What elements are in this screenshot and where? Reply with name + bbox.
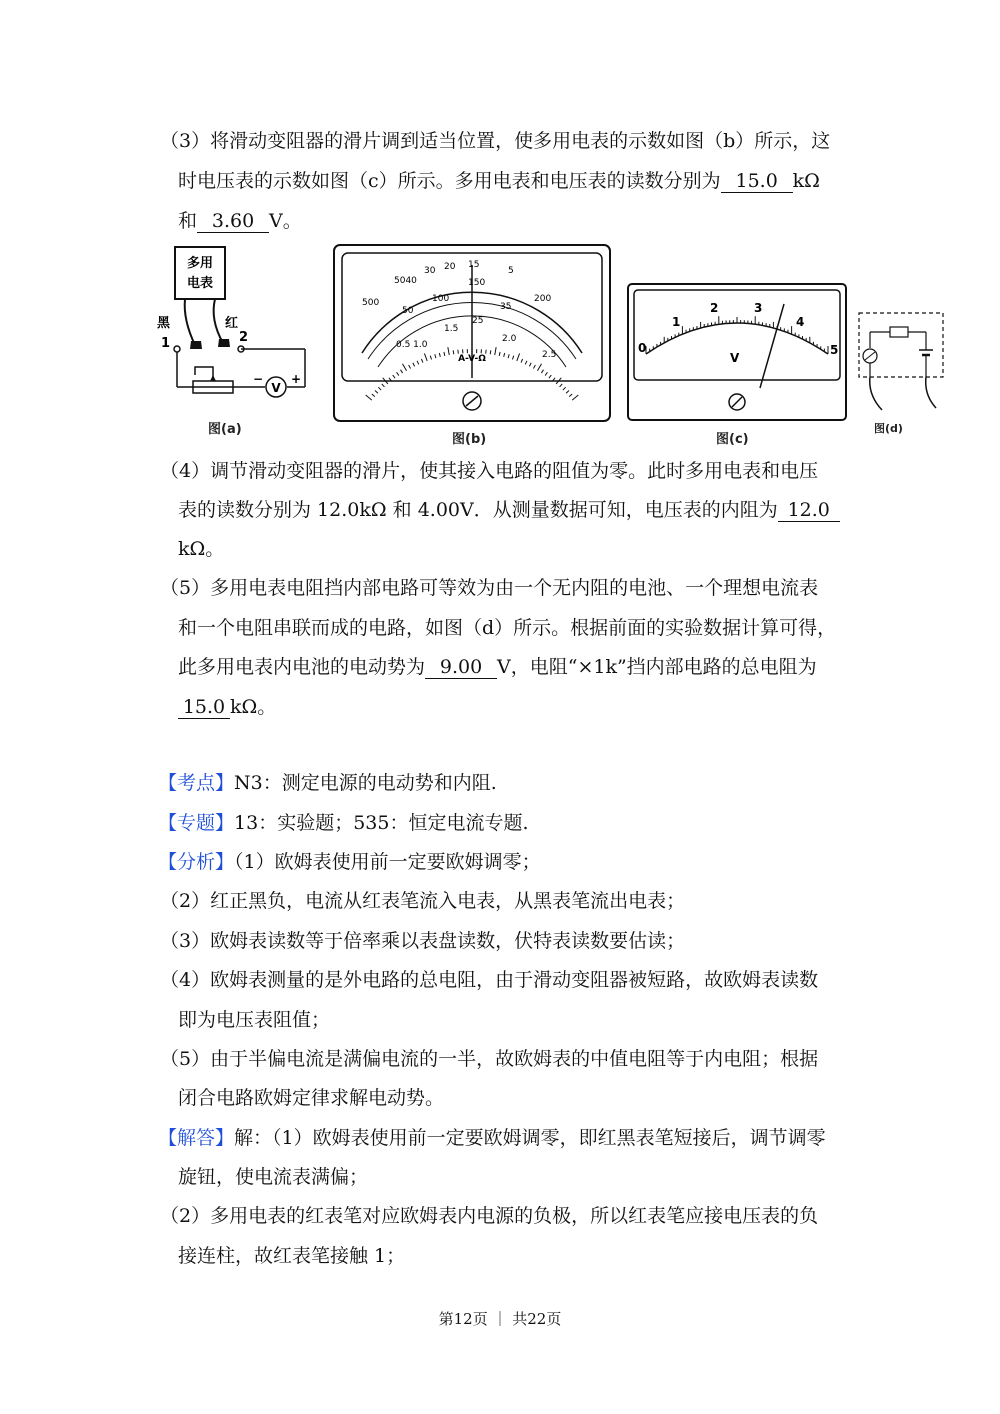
q5-unit-kohm: kΩ。 — [230, 696, 277, 718]
dial-tick — [366, 395, 372, 400]
dial-tick — [549, 375, 551, 378]
dial-tick — [517, 353, 520, 361]
dial-tick — [569, 394, 572, 397]
jieda-tag: 【解答】 — [158, 1127, 235, 1149]
dial-tick — [566, 391, 569, 394]
dial-tick — [499, 352, 500, 356]
multimeter-label-1: 多用 — [186, 256, 214, 271]
zhuanti-tag: 【专题】 — [158, 812, 235, 834]
black-probe-label: 黑 — [157, 316, 171, 331]
fenxi-3: （3）欧姆表读数等于倍率乘以表盘读数，伏特表读数要估读； — [160, 930, 686, 952]
jieda-2a: （2）多用电表的红表笔对应欧姆表内电源的负极，所以红表笔应接电压表的负 — [160, 1205, 819, 1227]
svg-text:150: 150 — [468, 278, 486, 288]
scale-4: 4 — [796, 315, 805, 329]
q3-line3 — [178, 208, 302, 234]
kaodian-text: N3：测定电源的电动势和内阻. — [234, 772, 497, 794]
terminal-2-label: 2 — [239, 330, 249, 345]
dial-tick — [400, 370, 402, 373]
dial-tick — [545, 372, 547, 375]
dial-tick — [435, 354, 436, 358]
jieda-line — [158, 1125, 826, 1151]
q5-answer-emf: 9.00 — [425, 656, 497, 679]
svg-text:25: 25 — [472, 316, 484, 326]
dial-tick — [439, 353, 440, 357]
figure-c-voltmeter-dial — [626, 282, 848, 422]
jieda-1b: 旋钮，使电流表满偏； — [178, 1166, 369, 1188]
scale-1: 1 — [672, 315, 681, 329]
svg-text:500: 500 — [362, 298, 380, 308]
svg-text:35: 35 — [500, 302, 512, 312]
multimeter-label-2: 电表 — [186, 276, 214, 291]
terminal-1-label: 1 — [161, 336, 171, 351]
dial-tick — [393, 375, 395, 378]
fenxi-2: （2）红正黑负，电流从红表笔流入电表，从黑表笔流出电表； — [160, 890, 686, 912]
scale-5: 5 — [830, 343, 839, 357]
fenxi-5a: （5）由于半偏电流是满偏电流的一半，故欧姆表的中值电阻等于内电阻；根据 — [160, 1048, 819, 1070]
dial-tick — [397, 372, 399, 375]
dial-tick — [560, 384, 563, 387]
page-footer: 第12页 ｜ 共22页 — [438, 1310, 562, 1328]
scale-3: 3 — [754, 301, 763, 315]
fenxi-1: （1）欧姆表使用前一定要欧姆调零； — [234, 851, 541, 873]
q4-answer: 12.0 — [778, 499, 840, 522]
q4-line2-text: 表的读数分别为 12.0kΩ 和 4.00V．从测量数据可知，电压表的内阻为 — [178, 499, 778, 521]
svg-text:0.5 1.0: 0.5 1.0 — [396, 340, 428, 350]
fenxi-4b: 即为电压表阻值； — [178, 1009, 331, 1031]
q3-answer-volt: 3.60 — [197, 210, 269, 233]
dial-tick — [372, 394, 375, 397]
figure-c-caption: 图(c) — [716, 432, 749, 447]
dial-tick — [424, 353, 427, 361]
svg-text:20: 20 — [444, 262, 456, 272]
figure-a-circuit — [155, 245, 320, 440]
fenxi-4a: （4）欧姆表测量的是外电路的总电阻，由于滑动变阻器被短路，故欧姆表读数 — [160, 969, 819, 991]
q5-answer-resistance: 15.0 — [178, 696, 230, 719]
dial-tick — [533, 365, 535, 369]
kaodian-tag: 【考点】 — [158, 772, 235, 794]
dial-tick — [378, 387, 381, 390]
dial-tick — [382, 384, 385, 387]
q5-line3 — [178, 654, 817, 680]
svg-text:5: 5 — [508, 266, 514, 276]
dial-tick — [504, 353, 505, 357]
multimeter-box — [175, 247, 225, 299]
q4-line3: kΩ。 — [178, 538, 225, 560]
q4-line1: （4）调节滑动变阻器的滑片，使其接入电路的阻值为零。此时多用电表和电压 — [160, 460, 819, 482]
red-probe-label: 红 — [225, 316, 239, 331]
q3-line2-text: 时电压表的示数如图（c）所示。多用电表和电压表的读数分别为 — [178, 170, 721, 192]
fenxi-tag: 【分析】 — [158, 851, 235, 873]
svg-text:30: 30 — [424, 266, 436, 276]
svg-text:100: 100 — [432, 294, 450, 304]
voltmeter-pointer — [760, 304, 784, 388]
q3-line2 — [178, 168, 820, 194]
jieda-1a: 解：（1）欧姆表使用前一定要欧姆调零，即红黑表笔短接后，调节调零 — [234, 1127, 826, 1149]
q3-unit-v: V。 — [269, 210, 302, 232]
svg-text:200: 200 — [534, 294, 552, 304]
dial-tick — [495, 347, 496, 355]
dial-tick — [572, 395, 578, 400]
svg-text:50: 50 — [402, 306, 414, 316]
figure-b-caption: 图(b) — [452, 432, 487, 447]
q5-line4 — [178, 694, 276, 720]
dial-tick — [375, 391, 378, 394]
q3-line3-text: 和 — [178, 210, 198, 232]
dial-tick — [444, 352, 445, 356]
fenxi-line — [158, 849, 541, 875]
q5-line3-text: 此多用电表内电池的电动势为 — [178, 656, 426, 678]
svg-text:2.5: 2.5 — [542, 350, 557, 360]
dial-tick — [403, 364, 407, 371]
figure-d-caption: 图(d) — [874, 422, 903, 435]
voltmeter-plus: + — [291, 372, 302, 386]
dial-tick — [563, 387, 566, 390]
figure-a-caption: 图(a) — [208, 422, 242, 437]
kaodian-line — [158, 770, 497, 796]
dial-tick — [537, 364, 541, 371]
dial-tick — [525, 361, 527, 365]
dial-tick — [521, 359, 523, 363]
dial-tick — [421, 359, 423, 363]
dial-tick — [512, 356, 513, 360]
scale-2: 2 — [710, 301, 719, 315]
dial-tick — [529, 363, 531, 367]
zhuanti-line — [158, 810, 529, 836]
voltmeter-unit: V — [730, 351, 740, 365]
scale-0: 0 — [638, 341, 647, 355]
dial-tick — [490, 350, 491, 354]
q3-answer-ohm: 15.0 — [721, 170, 793, 193]
zhuanti-text: 13：实验题；535：恒定电流专题. — [234, 812, 529, 834]
svg-text:2.0: 2.0 — [502, 334, 517, 344]
q5-line2: 和一个电阻串联而成的电路，如图（d）所示。根据前面的实验数据计算可得， — [178, 617, 837, 639]
q3-unit-kohm: kΩ — [792, 170, 820, 192]
svg-text:1.5: 1.5 — [444, 324, 459, 334]
figure-b-multimeter-dial — [332, 243, 612, 423]
dial-tick — [448, 347, 449, 355]
voltmeter-label: V — [271, 381, 281, 395]
fenxi-5b: 闭合电路欧姆定律求解电动势。 — [178, 1087, 445, 1109]
svg-text:15: 15 — [468, 260, 480, 270]
dial-tick — [413, 363, 415, 367]
resistor-symbol — [890, 327, 908, 337]
q5-line1: （5）多用电表电阻挡内部电路可等效为由一个无内阻的电池、一个理想电流表 — [160, 577, 819, 599]
dial-tick — [430, 356, 431, 360]
figure-d-equivalent-circuit — [856, 310, 948, 425]
q4-line2 — [178, 497, 840, 523]
voltmeter-minus: − — [253, 372, 264, 386]
q3-line1: （3）将滑动变阻器的滑片调到适当位置，使多用电表的示数如图（b）所示，这 — [160, 130, 831, 152]
jieda-2b: 接连柱，故红表笔接触 1； — [178, 1245, 406, 1267]
dial-tick — [541, 370, 543, 373]
dial-center-label: A-V-Ω — [458, 354, 486, 364]
dial-tick — [508, 354, 509, 358]
dial-tick — [409, 365, 411, 369]
dial-tick — [453, 350, 454, 354]
q5-line3-mid: V，电阻“×1k”挡内部电路的总电阻为 — [497, 656, 817, 678]
dial-tick — [417, 361, 419, 365]
svg-text:5040: 5040 — [394, 276, 417, 286]
